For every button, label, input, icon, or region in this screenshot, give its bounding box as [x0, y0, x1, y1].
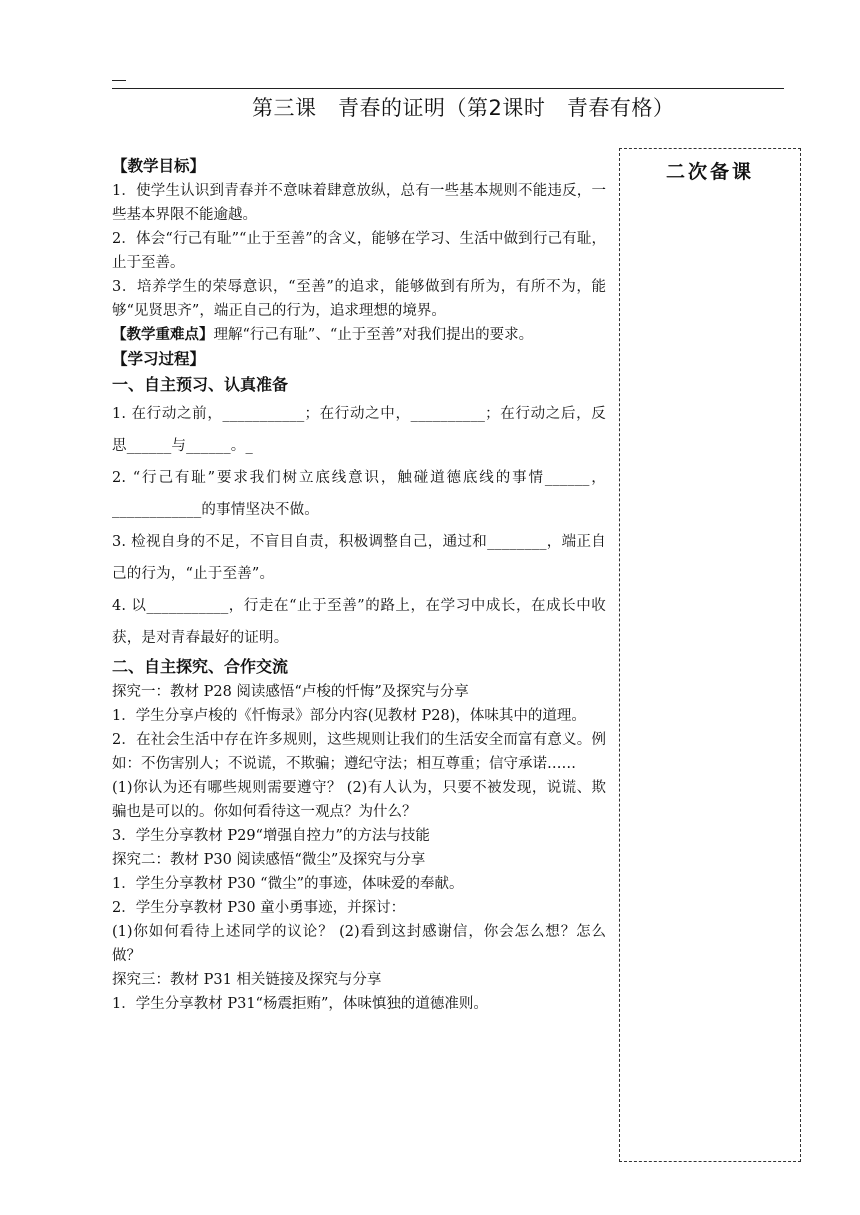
- keypoints-text: 理解“行己有耻”、“止于至善”对我们提出的要求。: [213, 327, 534, 343]
- process-heading: 【学习过程】: [112, 350, 206, 368]
- inquiry-line: 1．学生分享教材 P31“杨震拒贿”，体味慎独的道德准则。: [112, 996, 488, 1012]
- header-rule: [112, 88, 784, 89]
- page-title: 第三课 青春的证明（第2课时 青春有格）: [252, 96, 675, 120]
- inquiry-line: 探究一：教材 P28 阅读感悟“卢梭的忏悔”及探究与分享: [112, 684, 469, 700]
- inquiry-line: 探究二：教材 P30 阅读感悟“微尘”及探究与分享: [112, 852, 426, 868]
- keypoints-paragraph: [112, 323, 606, 347]
- inquiry-line: (1)你如何看待上述同学的议论？ (2)看到这封感谢信，你会怎么想？怎么做？: [112, 924, 606, 964]
- keypoints-label: 【教学重难点】: [112, 327, 214, 343]
- fill-blank-item: 2. “行己有耻”要求我们树立底线意识，触碰道德底线的事情______，____________的事情坚决不做。: [112, 470, 606, 518]
- section2-heading: 二、自主探究、合作交流: [112, 657, 289, 676]
- objective-item: 3．培养学生的荣辱意识，“至善”的追求，能够做到有所为，有所不为，能够“见贤思齐”，端正自己的行为，追求理想的境界。: [112, 279, 606, 319]
- fill-blank-item: 3. 检视自身的不足，不盲目自责，积极调整自己，通过和________，端正自己的行为，“止于至善”。: [112, 534, 606, 582]
- inquiry-line: 1．学生分享教材 P30 “微尘”的事迹，体味爱的奉献。: [112, 876, 464, 892]
- inquiry-line: 探究三：教材 P31 相关链接及探究与分享: [112, 972, 382, 988]
- section1-heading: 一、自主预习、认真准备: [112, 375, 289, 394]
- inquiry-line: (1)你认为还有哪些规则需要遵守？ (2)有人认为，只要不被发现，说谎、欺骗也是可以的。你如何看待这一观点？为什么？: [112, 780, 606, 820]
- fill-blank-item: 4. 以___________，行走在“止于至善”的路上，在学习中成长，在成长中收获，是对青春最好的证明。: [112, 598, 606, 646]
- inquiry-line: 3．学生分享教材 P29“增强自控力”的方法与技能: [112, 828, 430, 844]
- fill-blank-item: 1. 在行动之前，___________；在行动之中，__________；在行动之后，反思______与______。_: [112, 406, 606, 454]
- objectives-heading: 【教学目标】: [112, 157, 206, 175]
- objective-item: 1．使学生认识到青春并不意味着肆意放纵，总有一些基本规则不能违反，一些基本界限不能逾越。: [112, 183, 606, 223]
- inquiry-line: 2．在社会生活中存在许多规则，这些规则让我们的生活安全而富有意义。例如：不伤害别人；不说谎，不欺骗；遵纪守法；相互尊重；信守承诺……: [112, 732, 606, 772]
- lesson-content: [112, 154, 606, 1016]
- secondary-prep-title: 二次备课: [665, 161, 754, 183]
- inquiry-line: 1．学生分享卢梭的《忏悔录》部分内容(见教材 P28)，体味其中的道理。: [112, 708, 586, 724]
- inquiry-line: 2．学生分享教材 P30 童小勇事迹，并探讨：: [112, 900, 406, 916]
- objective-item: 2．体会“行己有耻”“止于至善”的含义，能够在学习、生活中做到行己有耻，止于至善。: [112, 231, 606, 271]
- header-mark: [112, 80, 126, 81]
- secondary-prep-box: [619, 148, 801, 1162]
